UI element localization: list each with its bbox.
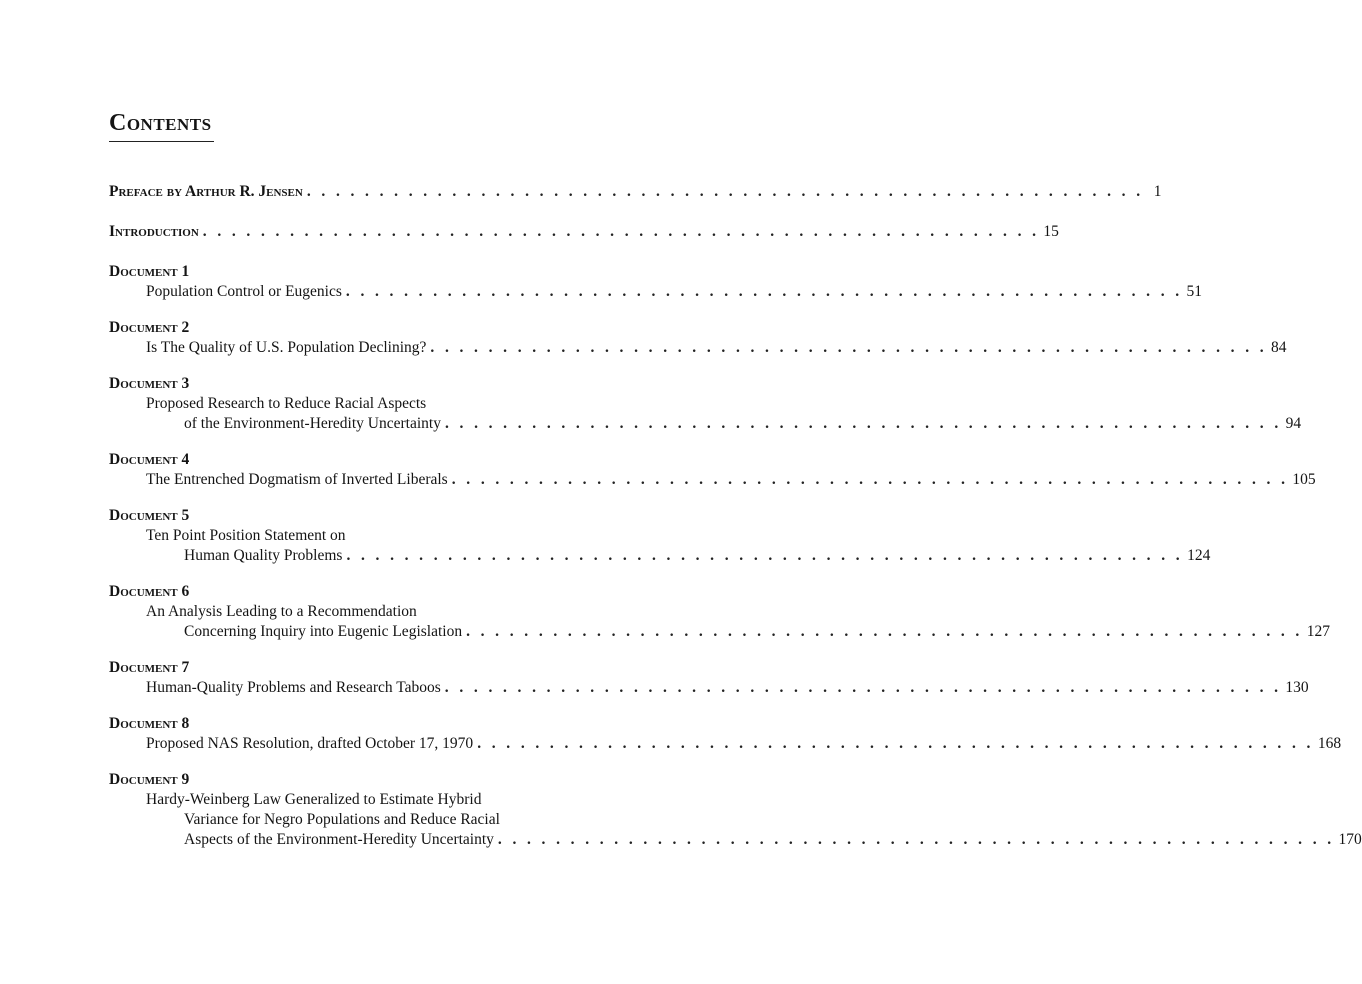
toc-entry <box>109 338 1287 358</box>
dot-leader: . . . . . . . . . . . . . . . . . . . . . . . . . . . . . . . . . . . . . . . . . . . . . . . . . . . . . . . . . . <box>477 735 1314 752</box>
toc-entry-title: of the Environment-Heredity Uncertainty <box>184 415 441 432</box>
dot-leader: . . . . . . . . . . . . . . . . . . . . . . . . . . . . . . . . . . . . . . . . . . . . . . . . . . . . . . . . . . <box>346 547 1184 564</box>
toc-entry-title: Hardy-Weinberg Law Generalized to Estimate Hybrid <box>146 791 482 808</box>
toc-entry-label: Preface by Arthur R. Jensen <box>109 183 303 200</box>
toc-entry <box>109 394 572 414</box>
page-title: Contents <box>109 110 212 136</box>
dot-leader: . . . . . . . . . . . . . . . . . . . . . . . . . . . . . . . . . . . . . . . . . . . . . . . . . . . . . . . . . . <box>497 831 1335 848</box>
toc-entry-title: Is The Quality of U.S. Population Declining? <box>146 339 427 356</box>
toc-document-1[interactable] <box>109 262 1203 302</box>
toc-document-3[interactable] <box>109 374 1302 434</box>
toc-entry-continuation <box>109 546 1211 566</box>
document-heading: Document 1 <box>109 263 190 280</box>
toc-entry-title: The Entrenched Dogmatism of Inverted Liberals <box>146 471 448 488</box>
toc-document-4[interactable] <box>109 450 1316 490</box>
toc-entry-title: Ten Point Position Statement on <box>146 527 346 544</box>
toc-entry-label: Introduction <box>109 223 199 240</box>
dot-leader: . . . . . . . . . . . . . . . . . . . . . . . . . . . . . . . . . . . . . . . . . . . . . . . . . . . . . . . . . . <box>202 223 1040 240</box>
dot-leader: . . . . . . . . . . . . . . . . . . . . . . . . . . . . . . . . . . . . . . . . . . . . . . . . . . . . . . . . . . <box>451 471 1289 488</box>
toc-entry-title: Proposed Research to Reduce Racial Aspects <box>146 395 427 412</box>
toc-entry <box>109 470 1316 490</box>
toc-entry-continuation <box>109 414 1302 434</box>
table-of-contents <box>109 182 1362 850</box>
dot-leader: . . . . . . . . . . . . . . . . . . . . . . . . . . . . . . . . . . . . . . . . . . . . . . . . . . . . . . . . . . <box>306 183 1144 200</box>
toc-entry <box>109 678 1309 698</box>
toc-document-8[interactable] <box>109 714 1342 754</box>
toc-page-number: 105 <box>1292 471 1316 488</box>
toc-page-number: 130 <box>1285 679 1309 696</box>
toc-page-number: 170 <box>1338 831 1362 848</box>
toc-page-number: 51 <box>1186 283 1203 300</box>
dot-leader: . . . . . . . . . . . . . . . . . . . . . . . . . . . . . . . . . . . . . . . . . . . . . . . . . . . . . . . . . . <box>466 623 1303 640</box>
dot-leader: . . . . . . . . . . . . . . . . . . . . . . . . . . . . . . . . . . . . . . . . . . . . . . . . . . . . . . . . . . <box>345 283 1183 300</box>
dot-leader: . . . . . . . . . . . . . . . . . . . . . . . . . . . . . . . . . . . . . . . . . . . . . . . . . . . . . . . . . . <box>444 679 1282 696</box>
toc-page-number: 1 <box>1153 183 1162 200</box>
toc-entry-continuation <box>109 810 572 830</box>
dot-leader: . . . . . . . . . . . . . . . . . . . . . . . . . . . . . . . . . . . . . . . . . . . . . . . . . . . . . . . . . . <box>430 339 1268 356</box>
document-heading: Document 4 <box>109 451 190 468</box>
toc-entry-title: Population Control or Eugenics <box>146 283 342 300</box>
toc-page-number: 15 <box>1043 223 1059 240</box>
toc-entry <box>109 790 572 810</box>
toc-entry-title: An Analysis Leading to a Recommendation <box>146 603 417 620</box>
document-heading: Document 5 <box>109 507 190 524</box>
toc-document-2[interactable] <box>109 318 1287 358</box>
toc-entry-continuation <box>109 622 1330 642</box>
toc-entry-title: Human-Quality Problems and Research Taboos <box>146 679 441 696</box>
toc-page-number: 124 <box>1187 547 1211 564</box>
toc-document-6[interactable] <box>109 582 1330 642</box>
document-heading: Document 7 <box>109 659 190 676</box>
document-heading: Document 8 <box>109 715 190 732</box>
toc-page-number: 168 <box>1317 735 1342 752</box>
toc-entry-title: Proposed NAS Resolution, drafted October 17, 1970 <box>146 735 474 752</box>
document-heading: Document 6 <box>109 583 190 600</box>
toc-document-9[interactable] <box>109 770 1362 850</box>
document-heading: Document 9 <box>109 771 190 788</box>
toc-entry <box>109 526 572 546</box>
toc-entry <box>109 602 572 622</box>
toc-document-5[interactable] <box>109 506 1211 566</box>
document-heading: Document 3 <box>109 375 190 392</box>
toc-document-7[interactable] <box>109 658 1309 698</box>
toc-page-number: 127 <box>1306 623 1330 640</box>
toc-page-number: 94 <box>1285 415 1302 432</box>
toc-entry-introduction[interactable] <box>109 222 1059 242</box>
toc-entry <box>109 282 1203 302</box>
toc-entry-title: Variance for Negro Populations and Reduce Racial <box>184 811 500 828</box>
toc-entry-title: Aspects of the Environment-Heredity Uncertainty <box>184 831 494 848</box>
toc-entry-continuation <box>109 830 1362 850</box>
toc-page-number: 84 <box>1271 339 1287 356</box>
toc-entry-title: Concerning Inquiry into Eugenic Legislation <box>184 623 463 640</box>
toc-entry <box>109 734 1342 754</box>
toc-entry-preface[interactable] <box>109 182 1162 202</box>
title-underline <box>109 141 214 142</box>
document-heading: Document 2 <box>109 319 190 336</box>
toc-entry-title: Human Quality Problems <box>184 547 343 564</box>
dot-leader: . . . . . . . . . . . . . . . . . . . . . . . . . . . . . . . . . . . . . . . . . . . . . . . . . . . . . . . . . . <box>444 415 1282 432</box>
